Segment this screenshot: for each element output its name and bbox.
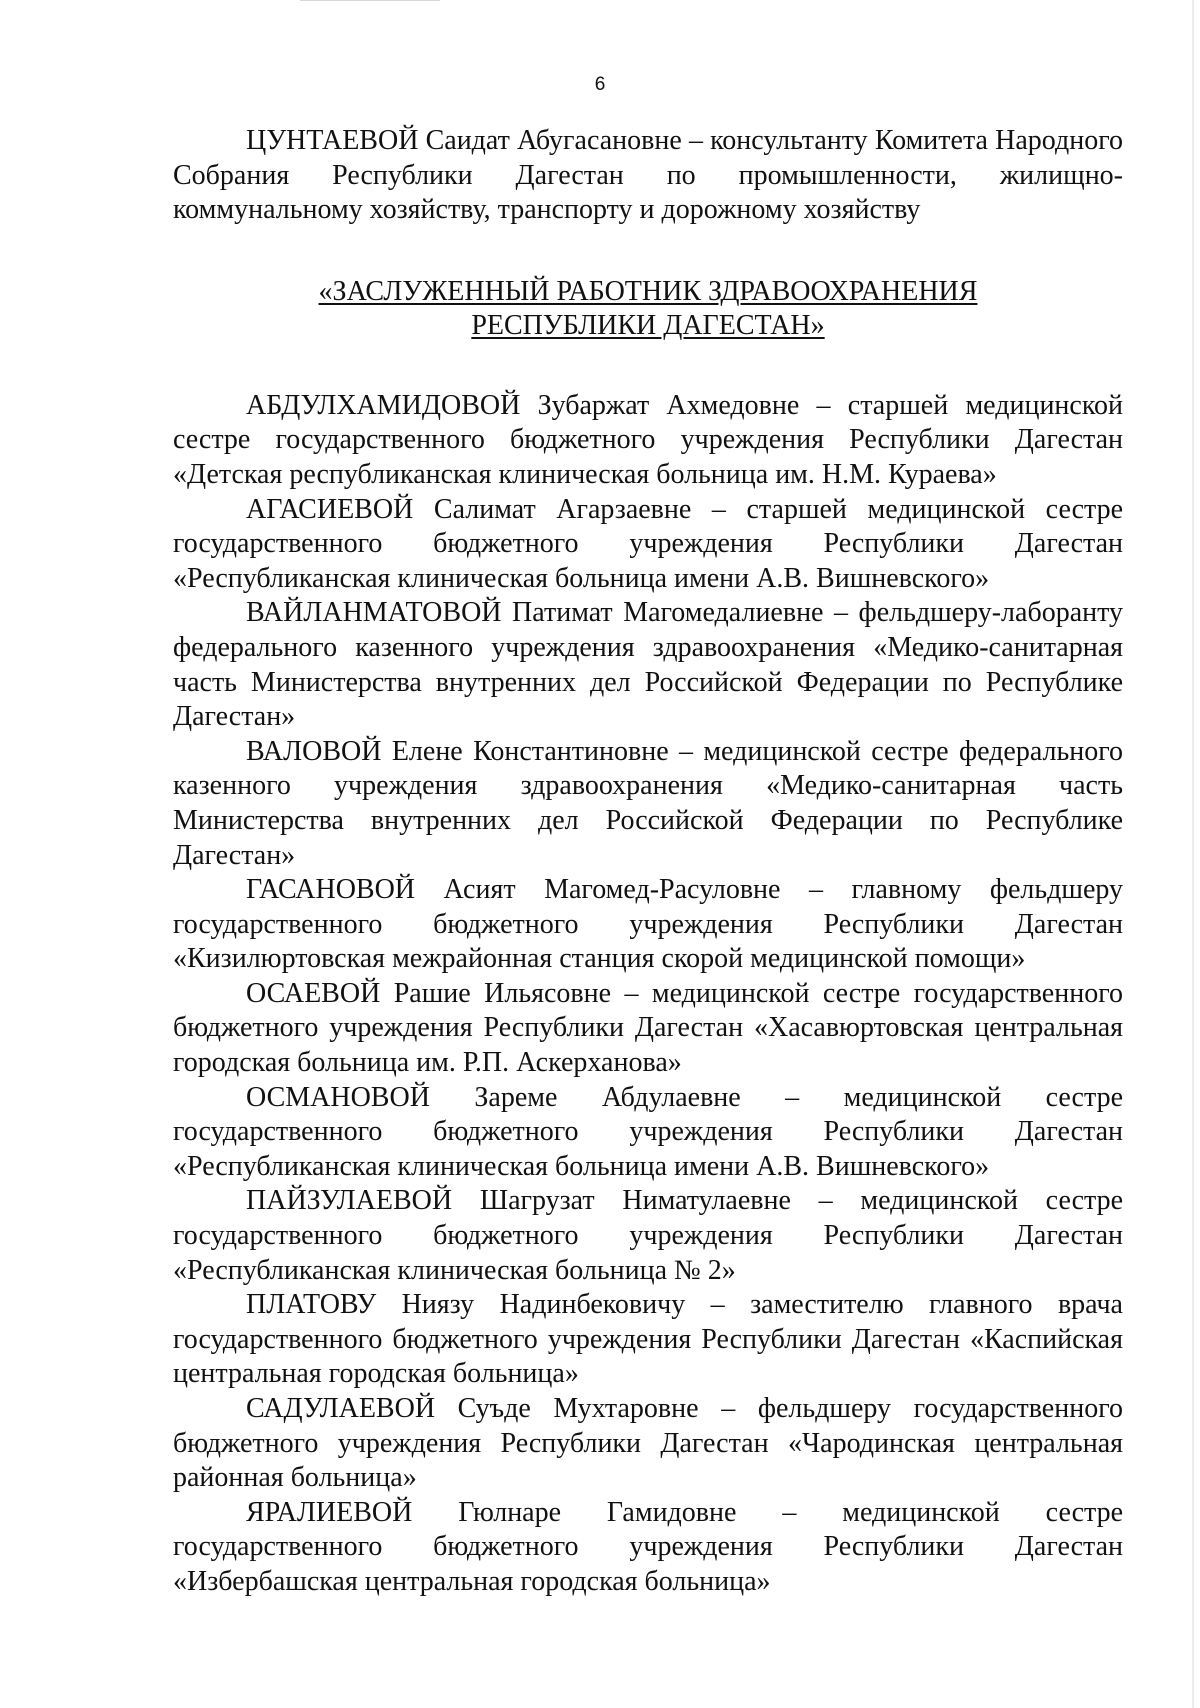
awardee-entry: ВАЙЛАНМАТОВОЙ Патимат Магомедалиевне – фельдшеру-лаборанту федерального казенного учреждения здравоохранения «Медико-санитарная часть Министерства внутренних дел Российской Федерации по Республике Дагестан»: [173, 597, 1123, 733]
intro-paragraph: ЦУНТАЕВОЙ Саидат Абугасановне – консультанту Комитета Народного Собрания Республики Дагестан по промышленности, жилищно-коммунальному хозяйству, транспорту и дорожному хозяйству: [173, 125, 1123, 226]
awardee-entry: ПЛАТОВУ Ниязу Надинбековичу – заместителю главного врача государственного бюджетного учреждения Республики Дагестан «Каспийская центральная городская больница»: [173, 1289, 1123, 1390]
awardee-entry: ПАЙЗУЛАЕВОЙ Шагрузат Ниматулаевне – медицинской сестре государственного бюджетного учреждения Республики Дагестан «Республиканская клиническая больница № 2»: [173, 1185, 1123, 1286]
scan-edge: [1192, 0, 1194, 1708]
awardee-entry: ОСМАНОВОЙ Зареме Абдулаевне – медицинской сестре государственного бюджетного учреждения Республики Дагестан «Республиканская клиническая больница имени А.В. Вишневского»: [173, 1081, 1123, 1182]
awardee-entry: ЯРАЛИЕВОЙ Гюлнаре Гамидовне – медицинской сестре государственного бюджетного учреждения Республики Дагестан «Избербашская центральная городская больница»: [173, 1496, 1123, 1597]
awardee-entry: АБДУЛХАМИДОВОЙ Зубаржат Ахмедовне – старшей медицинской сестре государственного бюджетного учреждения Республики Дагестан «Детская республиканская клиническая больница им. Н.М. Кураева»: [173, 389, 1123, 490]
scan-artifact-line: [300, 0, 440, 1]
awardee-entry: САДУЛАЕВОЙ Суъде Мухтаровне – фельдшеру государственного бюджетного учреждения Республики Дагестан «Чародинская центральная районная больница»: [173, 1393, 1123, 1494]
page-number: 6: [594, 74, 606, 95]
awardee-entry: ОСАЕВОЙ Рашие Ильясовне – медицинской сестре государственного бюджетного учреждения Республики Дагестан «Хасавюртовская центральная городская больница им. Р.П. Аскерханова»: [173, 977, 1123, 1079]
awardee-entry: ВАЛОВОЙ Елене Константиновне – медицинской сестре федерального казенного учреждения здравоохранения «Медико-санитарная часть Министерства внутренних дел Российской Федерации по Республике Дагестан»: [173, 735, 1123, 871]
awardee-entry: АГАСИЕВОЙ Салимат Агарзаевне – старшей медицинской сестре государственного бюджетного учреждения Республики Дагестан «Республиканская клиническая больница имени А.В. Вишневского»: [173, 493, 1123, 594]
award-heading-line-2: РЕСПУБЛИКИ ДАГЕСТАН»: [471, 309, 825, 341]
award-heading: [173, 275, 1123, 343]
award-heading-line-1: «ЗАСЛУЖЕННЫЙ РАБОТНИК ЗДРАВООХРАНЕНИЯ: [318, 275, 978, 307]
document-body: [173, 124, 1123, 1600]
awardee-entry: ГАСАНОВОЙ Асият Магомед-Расуловне – главному фельдшеру государственного бюджетного учреждения Республики Дагестан «Кизилюртовская межрайонная станция скорой медицинской помощи»: [173, 874, 1123, 975]
